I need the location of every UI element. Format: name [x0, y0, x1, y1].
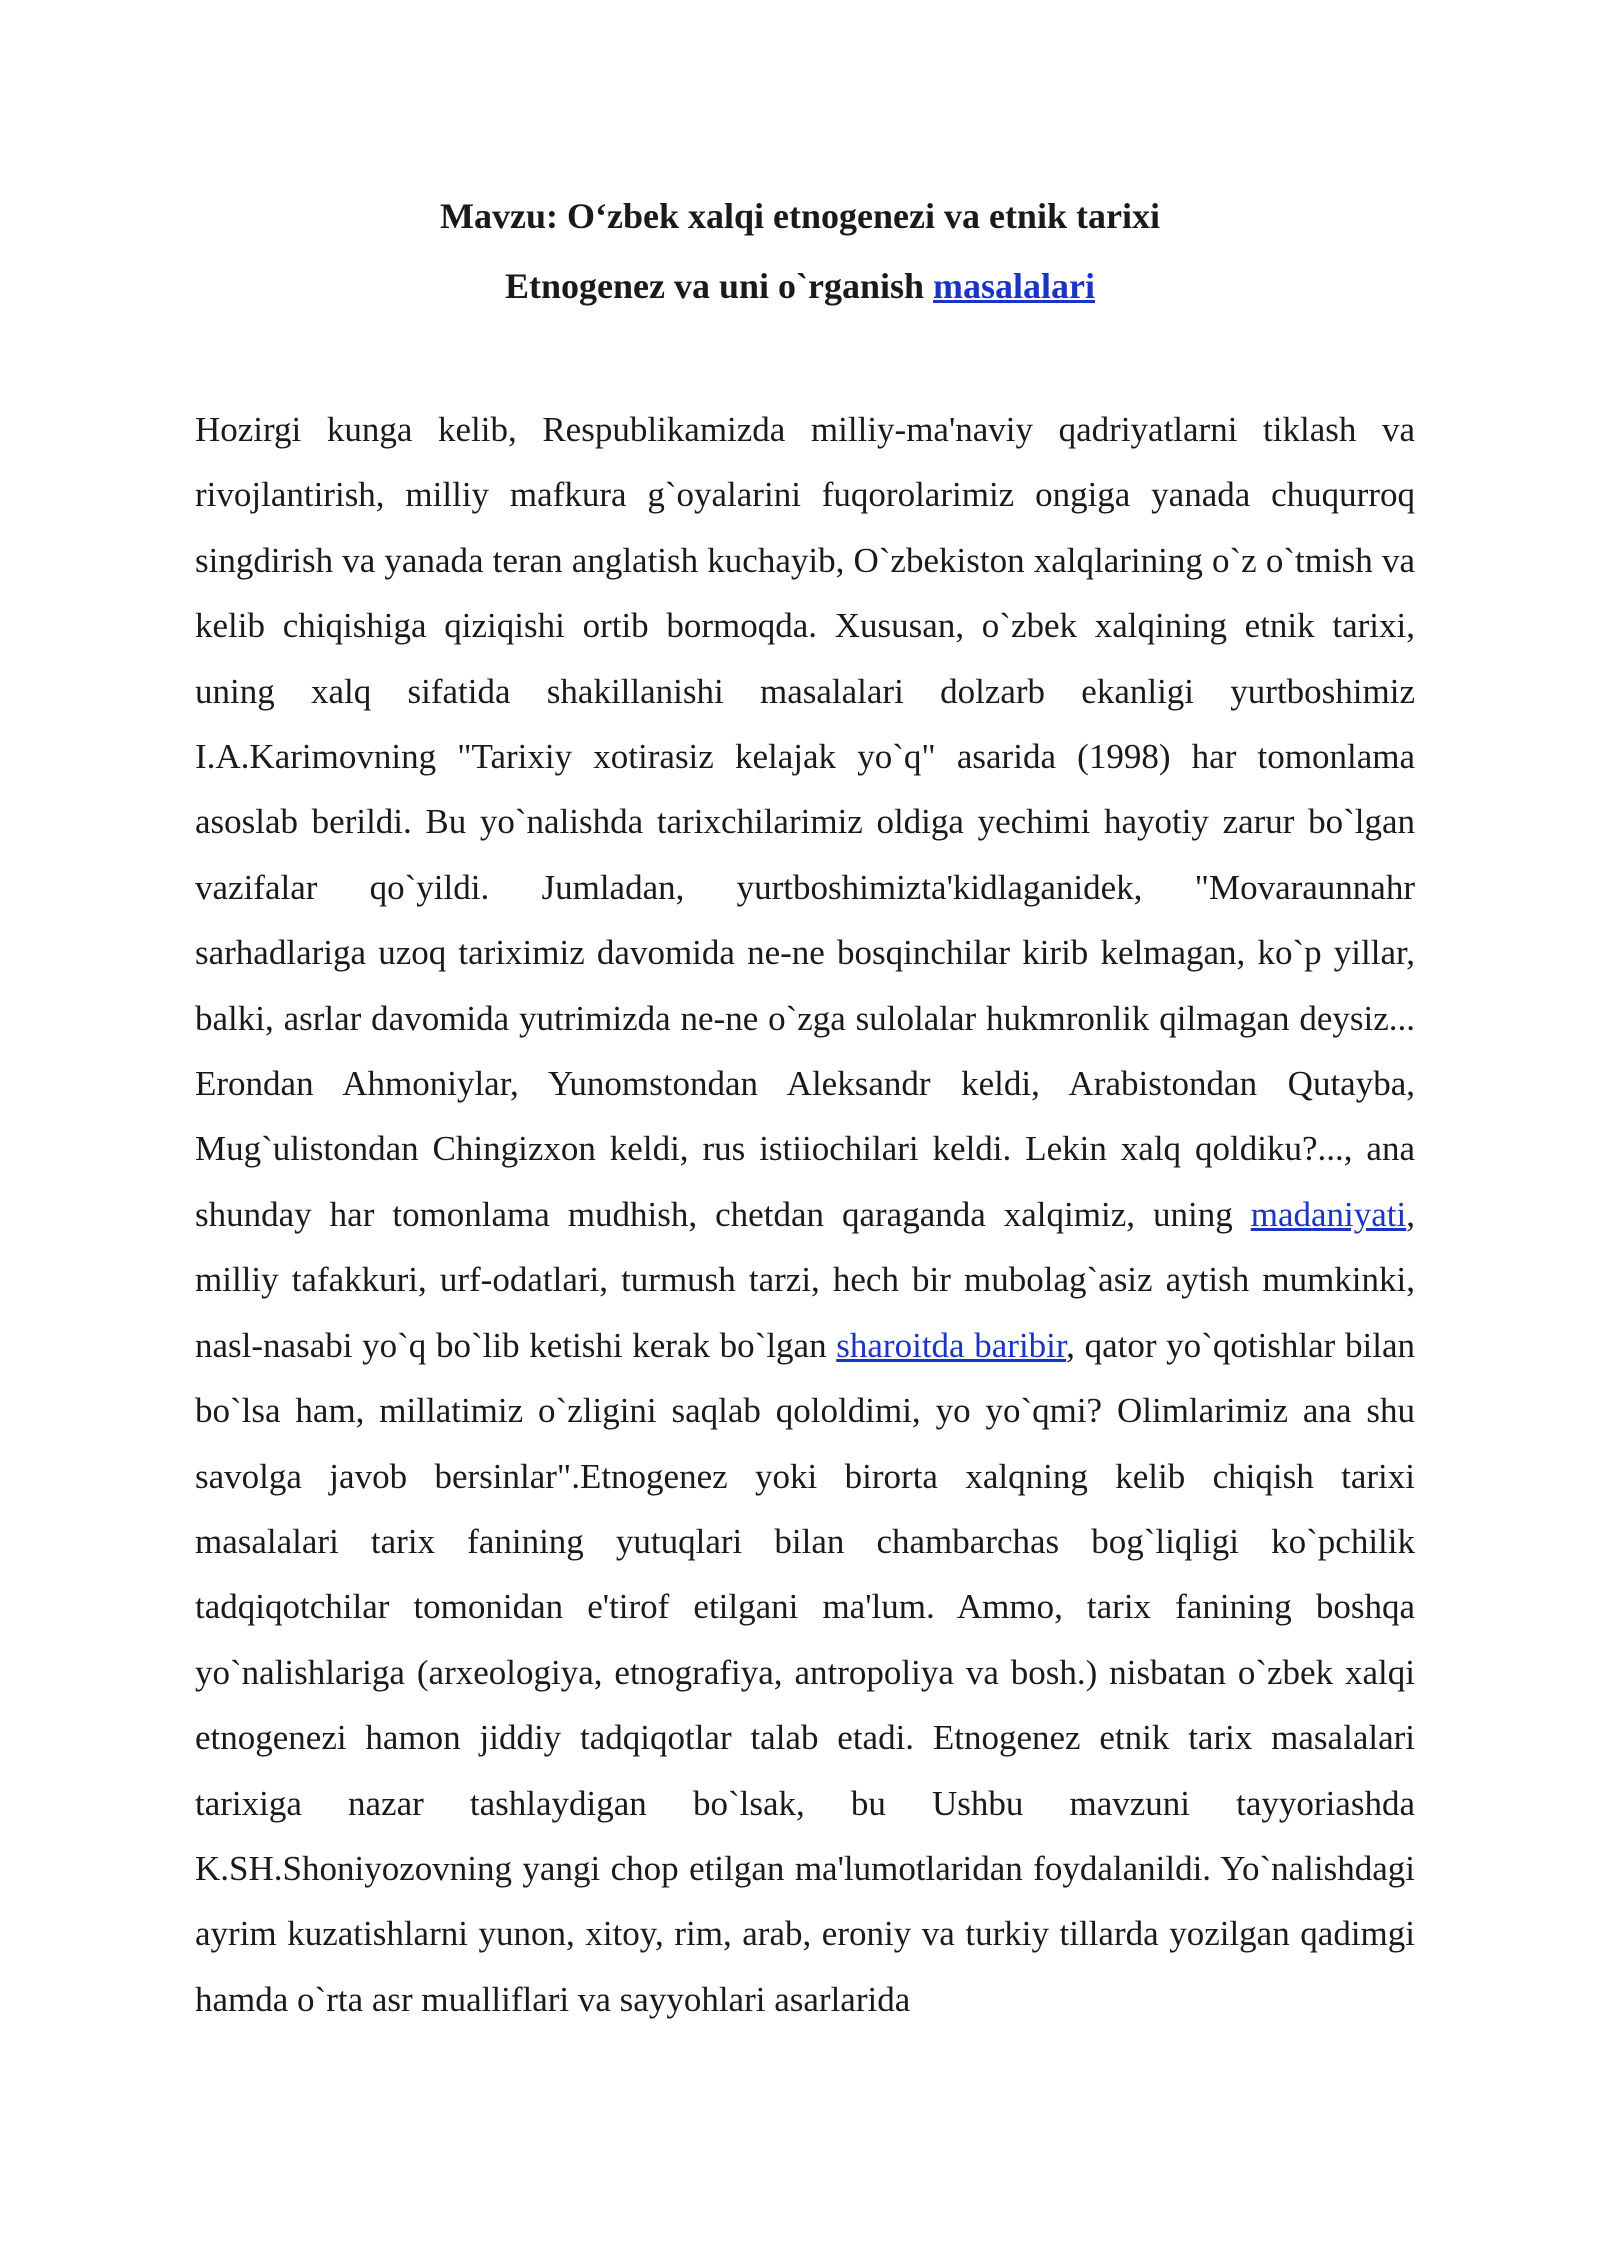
body-paragraph [195, 397, 1415, 2032]
subtitle-text: Etnogenez va uni o`rganish [504, 266, 934, 306]
document-subtitle [0, 264, 1600, 308]
body-text-part-2: , milliy tafakkuri, urf-odatlari, turmush tarzi, hech bir mubolag`asiz aytish mumkinki, nasl-nasabi yo`q bo`lib ketishi kerak bo`lgan [195, 1194, 1415, 1365]
subtitle-link[interactable]: masalalari [933, 266, 1096, 306]
madaniyati-link[interactable]: madaniyati [1250, 1194, 1407, 1234]
document-title: Mavzu: O‘zbek xalqi etnogenezi va etnik tarixi [440, 196, 1160, 236]
body-text-part-1: Hozirgi kunga kelib, Respublikamizda milliy-ma'naviy qadriyatlarni tiklash va rivojlantirish, milliy mafkura g`oyalarini fuqorolarimiz ongiga yanada chuqurroq singdirish va yanada teran anglatish kuchayib, O`zbekiston xalqlarining o`z o`tmish va kelib chiqishiga qiziqishi ortib bormoqda. Xususan, o`zbek xalqining etnik tarixi, uning xalq sifatida shakillanishi masalalari dolzarb ekanligi yurtboshimiz I.A.Karimovning "Tarixiy xotirasiz kelajak yo`q" asarida (1998) har tomonlama asoslab berildi. Bu yo`nalishda tarixchilarimiz oldiga yechimi hayotiy zarur bo`lgan vazifalar qo`yildi. Jumladan, yurtboshimizta'kidlaganidek, "Movaraunnahr sarhadlariga uzoq tariximiz davomida ne-ne bosqinchilar kirib kelmagan, ko`p yillar, balki, asrlar davomida yutrimizda ne-ne o`zga sulolalar hukmronlik qilmagan deysiz... Erondan Ahmoniylar, Yunomstondan Aleksandr keldi, Arabistondan Qutayba, Mug`ulistondan Chingizxon keldi, rus istiiochilari keldi. Lekin xalq qoldiku?..., ana shunday har tomonlama mudhish, chetdan qaraganda xalqimiz, uning [195, 410, 1415, 1234]
body-text-part-3: , qator yo`qotishlar bilan bo`lsa ham, millatimiz o`zligini saqlab qololdimi, yo yo`qmi? Olimlarimiz ana shu savolga javob bersinlar".Etnogenez yoki birorta xalqning kelib chiqish tarixi masalalari tarix fanining yutuqlari bilan chambarchas bog`liqligi ko`pchilik tadqiqotchilar tomonidan e'tirof etilgani ma'lum. Ammo, tarix fanining boshqa yo`nalishlariga (arxeologiya, etnografiya, antropoliya va bosh.) nisbatan o`zbek xalqi etnogenezi hamon jiddiy tadqiqotlar talab etadi. Etnogenez etnik tarix masalalari tarixiga nazar tashlaydigan bo`lsak, bu Ushbu mavzuni tayyoriashda K.SH.Shoniyozovning yangi chop etilgan ma'lumotlaridan foydalanildi. Yo`nalishdagi ayrim kuzatishlarni yunon, xitoy, rim, arab, eroniy va turkiy tillarda yozilgan qadimgi hamda o`rta asr mualliflari va sayyohlari asarlarida [195, 1325, 1415, 2019]
sharoitda-baribir-link[interactable]: sharoitda baribir [836, 1325, 1067, 1365]
